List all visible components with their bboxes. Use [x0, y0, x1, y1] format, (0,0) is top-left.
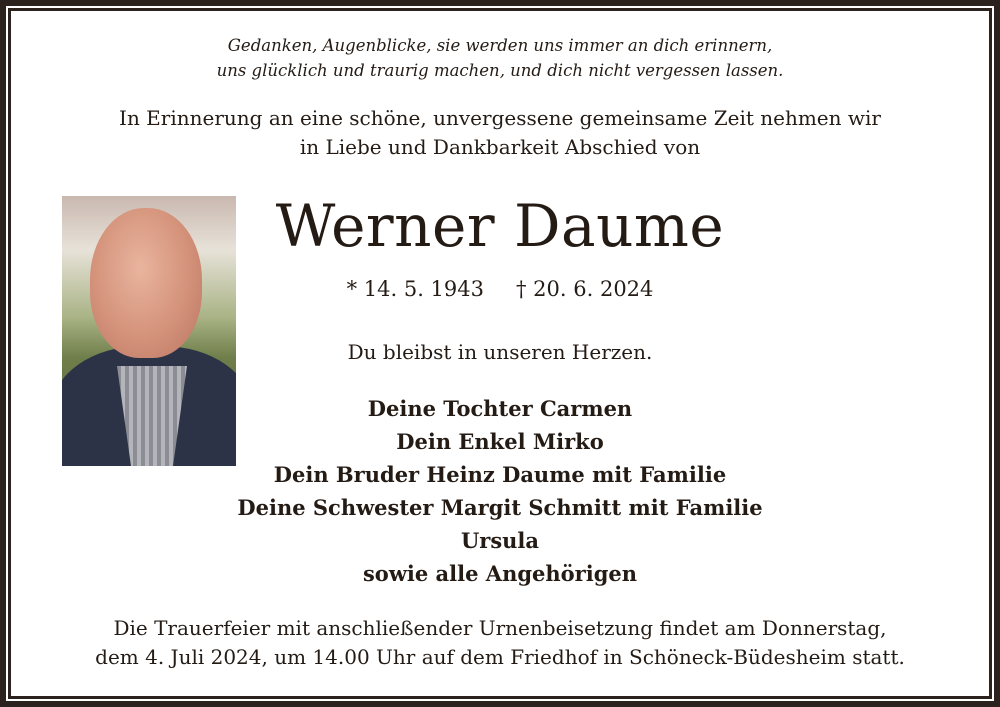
farewell-line: Du bleibst in unseren Herzen.	[347, 340, 653, 364]
poem	[0, 33, 1000, 83]
mourner: Deine Schwester Margit Schmitt mit Familie	[237, 495, 763, 520]
intro-line: in Liebe und Dankbarkeit Abschied von	[299, 135, 701, 159]
funeral-line: Die Trauerfeier mit anschließender Urnenbeisetzung findet am Donnerstag,	[113, 616, 887, 640]
poem-line: uns glücklich und traurig machen, und dich nicht vergessen lassen.	[216, 61, 784, 80]
funeral-line: dem 4. Juli 2024, um 14.00 Uhr auf dem Friedhof in Schöneck-Büdesheim statt.	[95, 645, 905, 669]
deceased-name: Werner Daume	[275, 192, 725, 260]
mourners-list	[0, 392, 1000, 590]
mourner: Ursula	[460, 528, 540, 553]
intro-line: In Erinnerung an eine schöne, unvergessene gemeinsame Zeit nehmen wir	[119, 106, 881, 130]
mourner: Dein Enkel Mirko	[396, 429, 604, 454]
birth-date: * 14. 5. 1943	[346, 277, 484, 301]
poem-line: Gedanken, Augenblicke, sie werden uns immer an dich erinnern,	[227, 36, 773, 55]
mourner: sowie alle Angehörigen	[362, 561, 638, 586]
mourner: Deine Tochter Carmen	[367, 396, 633, 421]
funeral-info	[0, 614, 1000, 672]
life-dates	[0, 277, 1000, 301]
death-date: † 20. 6. 2024	[516, 277, 654, 301]
mourner: Dein Bruder Heinz Daume mit Familie	[273, 462, 727, 487]
intro-text	[0, 104, 1000, 162]
